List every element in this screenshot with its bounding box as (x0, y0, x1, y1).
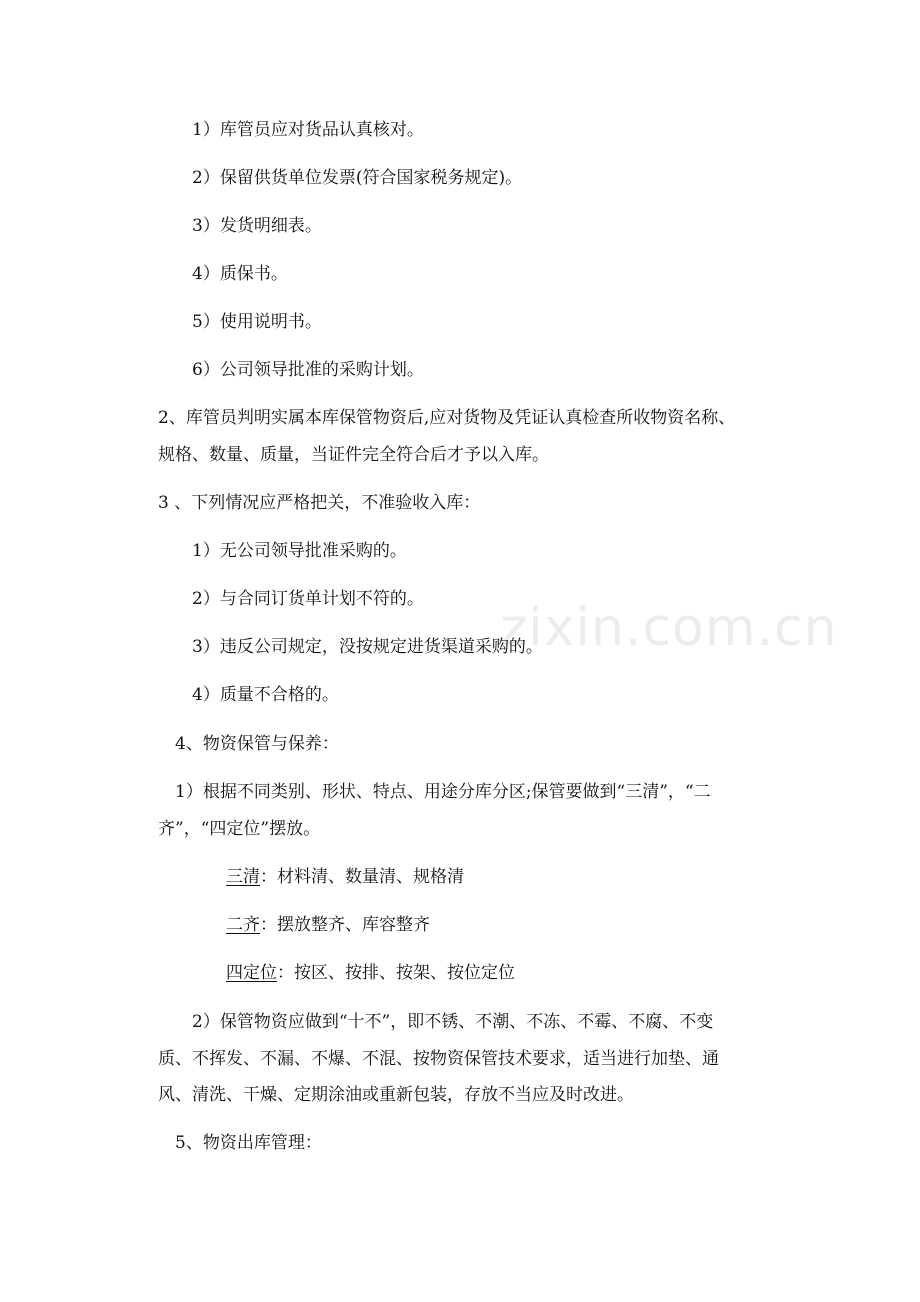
doc-line: 1）无公司领导批准采购的。 (192, 541, 407, 561)
doc-line: 1）库管员应对货品认真核对。 (192, 120, 424, 140)
term-desc: ：按区、按排、按架、按位定位 (277, 963, 515, 983)
doc-paragraph-line: 2）保管物资应做到“十不”，即不锈、不潮、不冻、不霉、不腐、不变 (192, 1012, 714, 1032)
section-heading: 4、物资保管与保养： (175, 734, 339, 754)
doc-paragraph-line: 质、不挥发、不漏、不爆、不混、按物资保管技术要求，适当进行加垫、通 (158, 1049, 719, 1069)
doc-paragraph-line: 风、清洗、干燥、定期涂油或重新包装，存放不当应及时改进。 (158, 1085, 634, 1105)
doc-line: 2）与合同订货单计划不符的。 (192, 589, 424, 609)
doc-paragraph-line: 1）根据不同类别、形状、特点、用途分库分区;保管要做到“三清”，“二 (175, 782, 711, 802)
section-heading: 3 、下列情况应严格把关，不准验收入库： (158, 493, 481, 513)
term-erqi: 二齐 (226, 915, 260, 935)
term-sanqing: 三清 (226, 867, 260, 887)
doc-line: 6）公司领导批准的采购计划。 (192, 360, 424, 380)
doc-paragraph-line: 2、库管员判明实属本库保管物资后,应对货物及凭证认真检查所收物资名称、 (158, 408, 736, 428)
term-desc: ：材料清、数量清、规格清 (260, 867, 464, 887)
watermark-text: zixin.com.cn (500, 598, 838, 658)
term-desc: ：摆放整齐、库容整齐 (260, 915, 430, 935)
section-heading: 5、物资出库管理： (175, 1133, 322, 1153)
doc-line: 4）质保书。 (192, 264, 288, 284)
doc-line: 5）使用说明书。 (192, 312, 322, 332)
definition-sidingwei (226, 962, 515, 984)
doc-line: 3）违反公司规定，没按规定进货渠道采购的。 (192, 637, 543, 657)
definition-sanqing (226, 866, 464, 888)
doc-paragraph-line: 规格、数量、质量，当证件完全符合后才予以入库。 (158, 445, 549, 465)
doc-paragraph-line: 齐”，“四定位”摆放。 (158, 819, 321, 839)
definition-erqi (226, 914, 430, 936)
doc-line: 4）质量不合格的。 (192, 685, 339, 705)
doc-line: 2）保留供货单位发票(符合国家税务规定)。 (192, 168, 523, 188)
doc-line: 3）发货明细表。 (192, 216, 322, 236)
term-sidingwei: 四定位 (226, 963, 277, 983)
